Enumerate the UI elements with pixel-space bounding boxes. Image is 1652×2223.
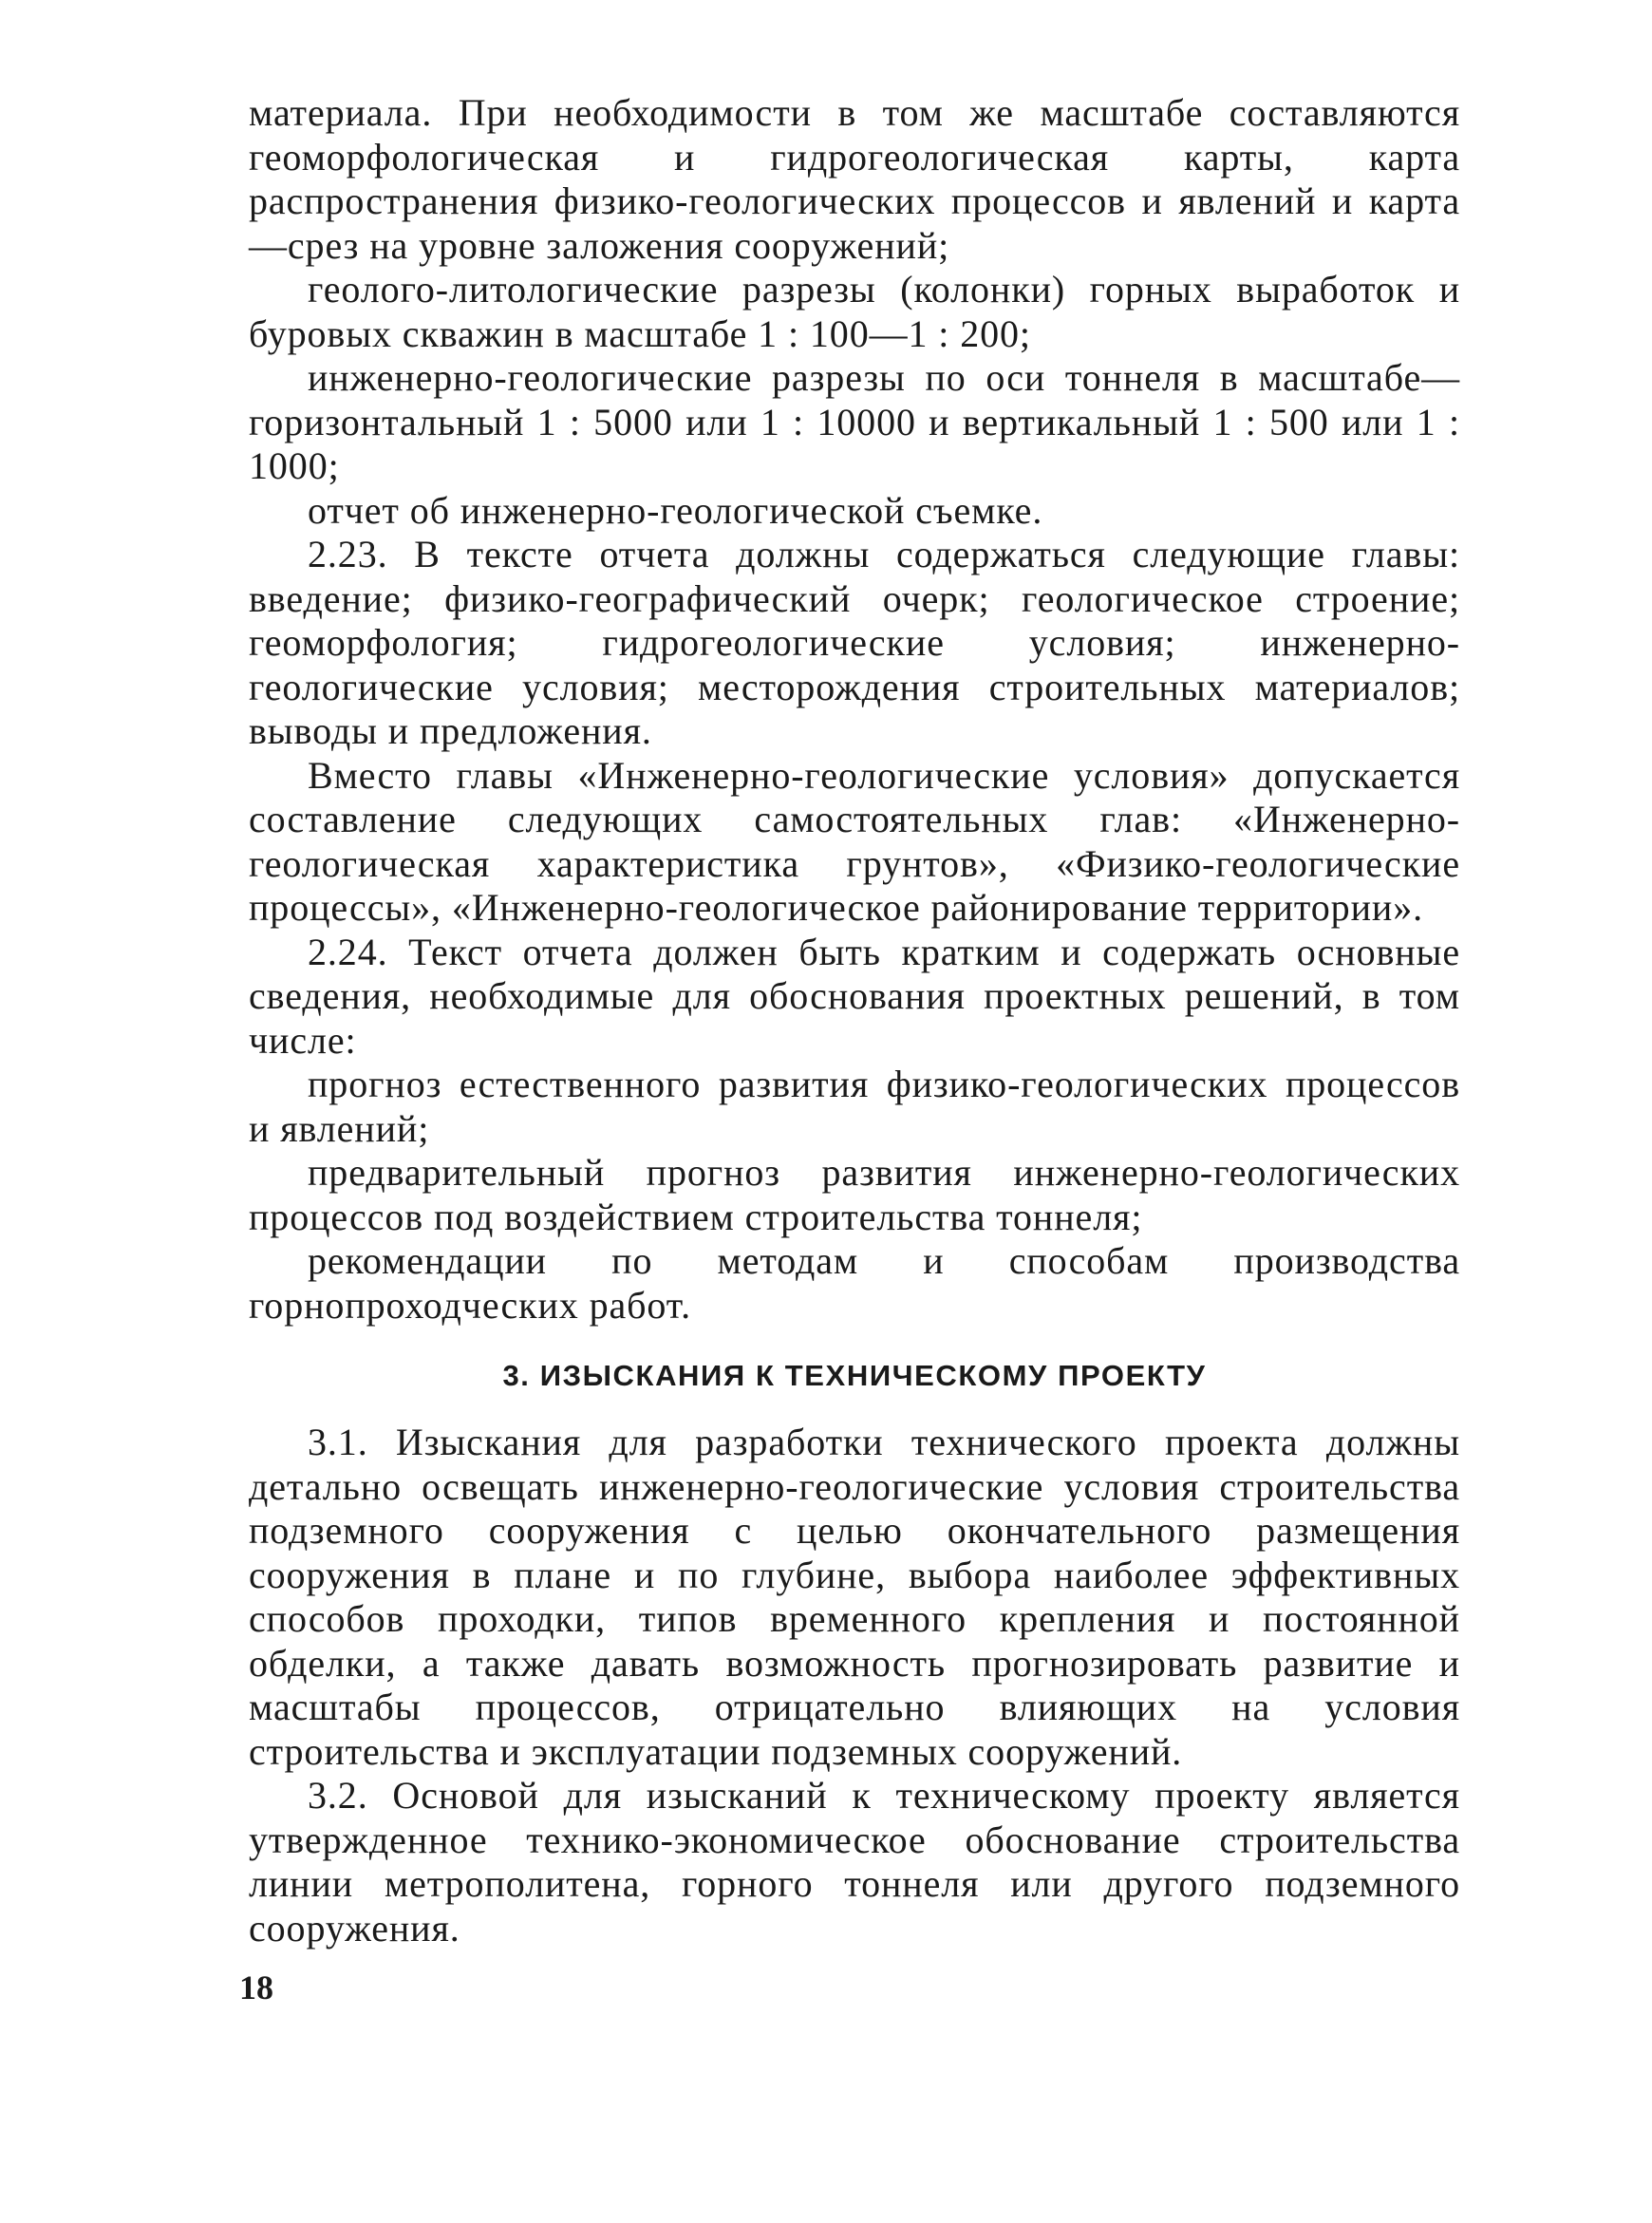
paragraph-sections-list-item: отчет об инженерно-геологической съемке.	[308, 488, 1043, 532]
paragraph-forecast-item: прогноз естественного развития физико-геологических процессов и явлений;	[249, 1063, 1460, 1150]
document-page	[249, 91, 1460, 1950]
paragraph-3-1: 3.1. Изыскания для разработки технического проекта должны детально освещать инженерно-геологические условия строительства подземного сооружения с целью окончательного размещения сооружения в плане и по глубине, выбора наиболее эффективных способов проходки, типов временного крепления и постоянной обделки, а также давать возможность прогнозировать развитие и масштабы процессов, отрицательно влияющих на условия строительства и эксплуатации подземных сооружений.	[249, 1421, 1460, 1773]
paragraph-sections-list-item: инженерно-геологические разрезы по оси тоннеля в масштабе—горизонтальный 1 : 5000 или 1 : 10000 и вертикальный 1 : 500 или 1 : 1000;	[249, 356, 1460, 487]
paragraph-continuation: материала. При необходимости в том же масштабе составляются геоморфологическая и гидрогеологическая карты, карта распространения физико-геологических процессов и явлений и карта—срез на уровне заложения сооружений;	[249, 91, 1460, 267]
paragraph-2-24: 2.24. Текст отчета должен быть кратким и содержать основные сведения, необходимые для обоснования проектных решений, в том числе:	[249, 930, 1460, 1062]
section-heading: 3. ИЗЫСКАНИЯ К ТЕХНИЧЕСКОМУ ПРОЕКТУ	[502, 1359, 1207, 1392]
paragraph-forecast-item: предварительный прогноз развития инженерно-геологических процессов под воздействием строительства тоннеля;	[249, 1151, 1460, 1238]
paragraph-2-23: 2.23. В тексте отчета должны содержаться следующие главы: введение; физико-географический очерк; геологическое строение; геоморфология; гидрогеологические условия; инженерно-геологические условия; месторождения строительных материалов; выводы и предложения.	[249, 533, 1460, 752]
paragraph-3-2: 3.2. Основой для изысканий к техническому проекту является утвержденное технико-экономическое обоснование строительства линии метрополитена, горного тоннеля или другого подземного сооружения.	[249, 1774, 1460, 1950]
paragraph-sections-list-item: геолого-литологические разрезы (колонки) горных выработок и буровых скважин в масштабе 1 : 100—1 : 200;	[249, 268, 1460, 355]
page-number: 18	[239, 1969, 273, 2006]
paragraph-chapter-alternative: Вместо главы «Инженерно-геологические условия» допускается составление следующих самостоятельных глав: «Инженерно-геологическая характеристика грунтов», «Физико-геологические процессы», «Инженерно-геологическое районирование территории».	[249, 753, 1460, 929]
paragraph-recommendations-item: рекомендации по методам и способам производства горнопроходческих работ.	[249, 1239, 1460, 1327]
